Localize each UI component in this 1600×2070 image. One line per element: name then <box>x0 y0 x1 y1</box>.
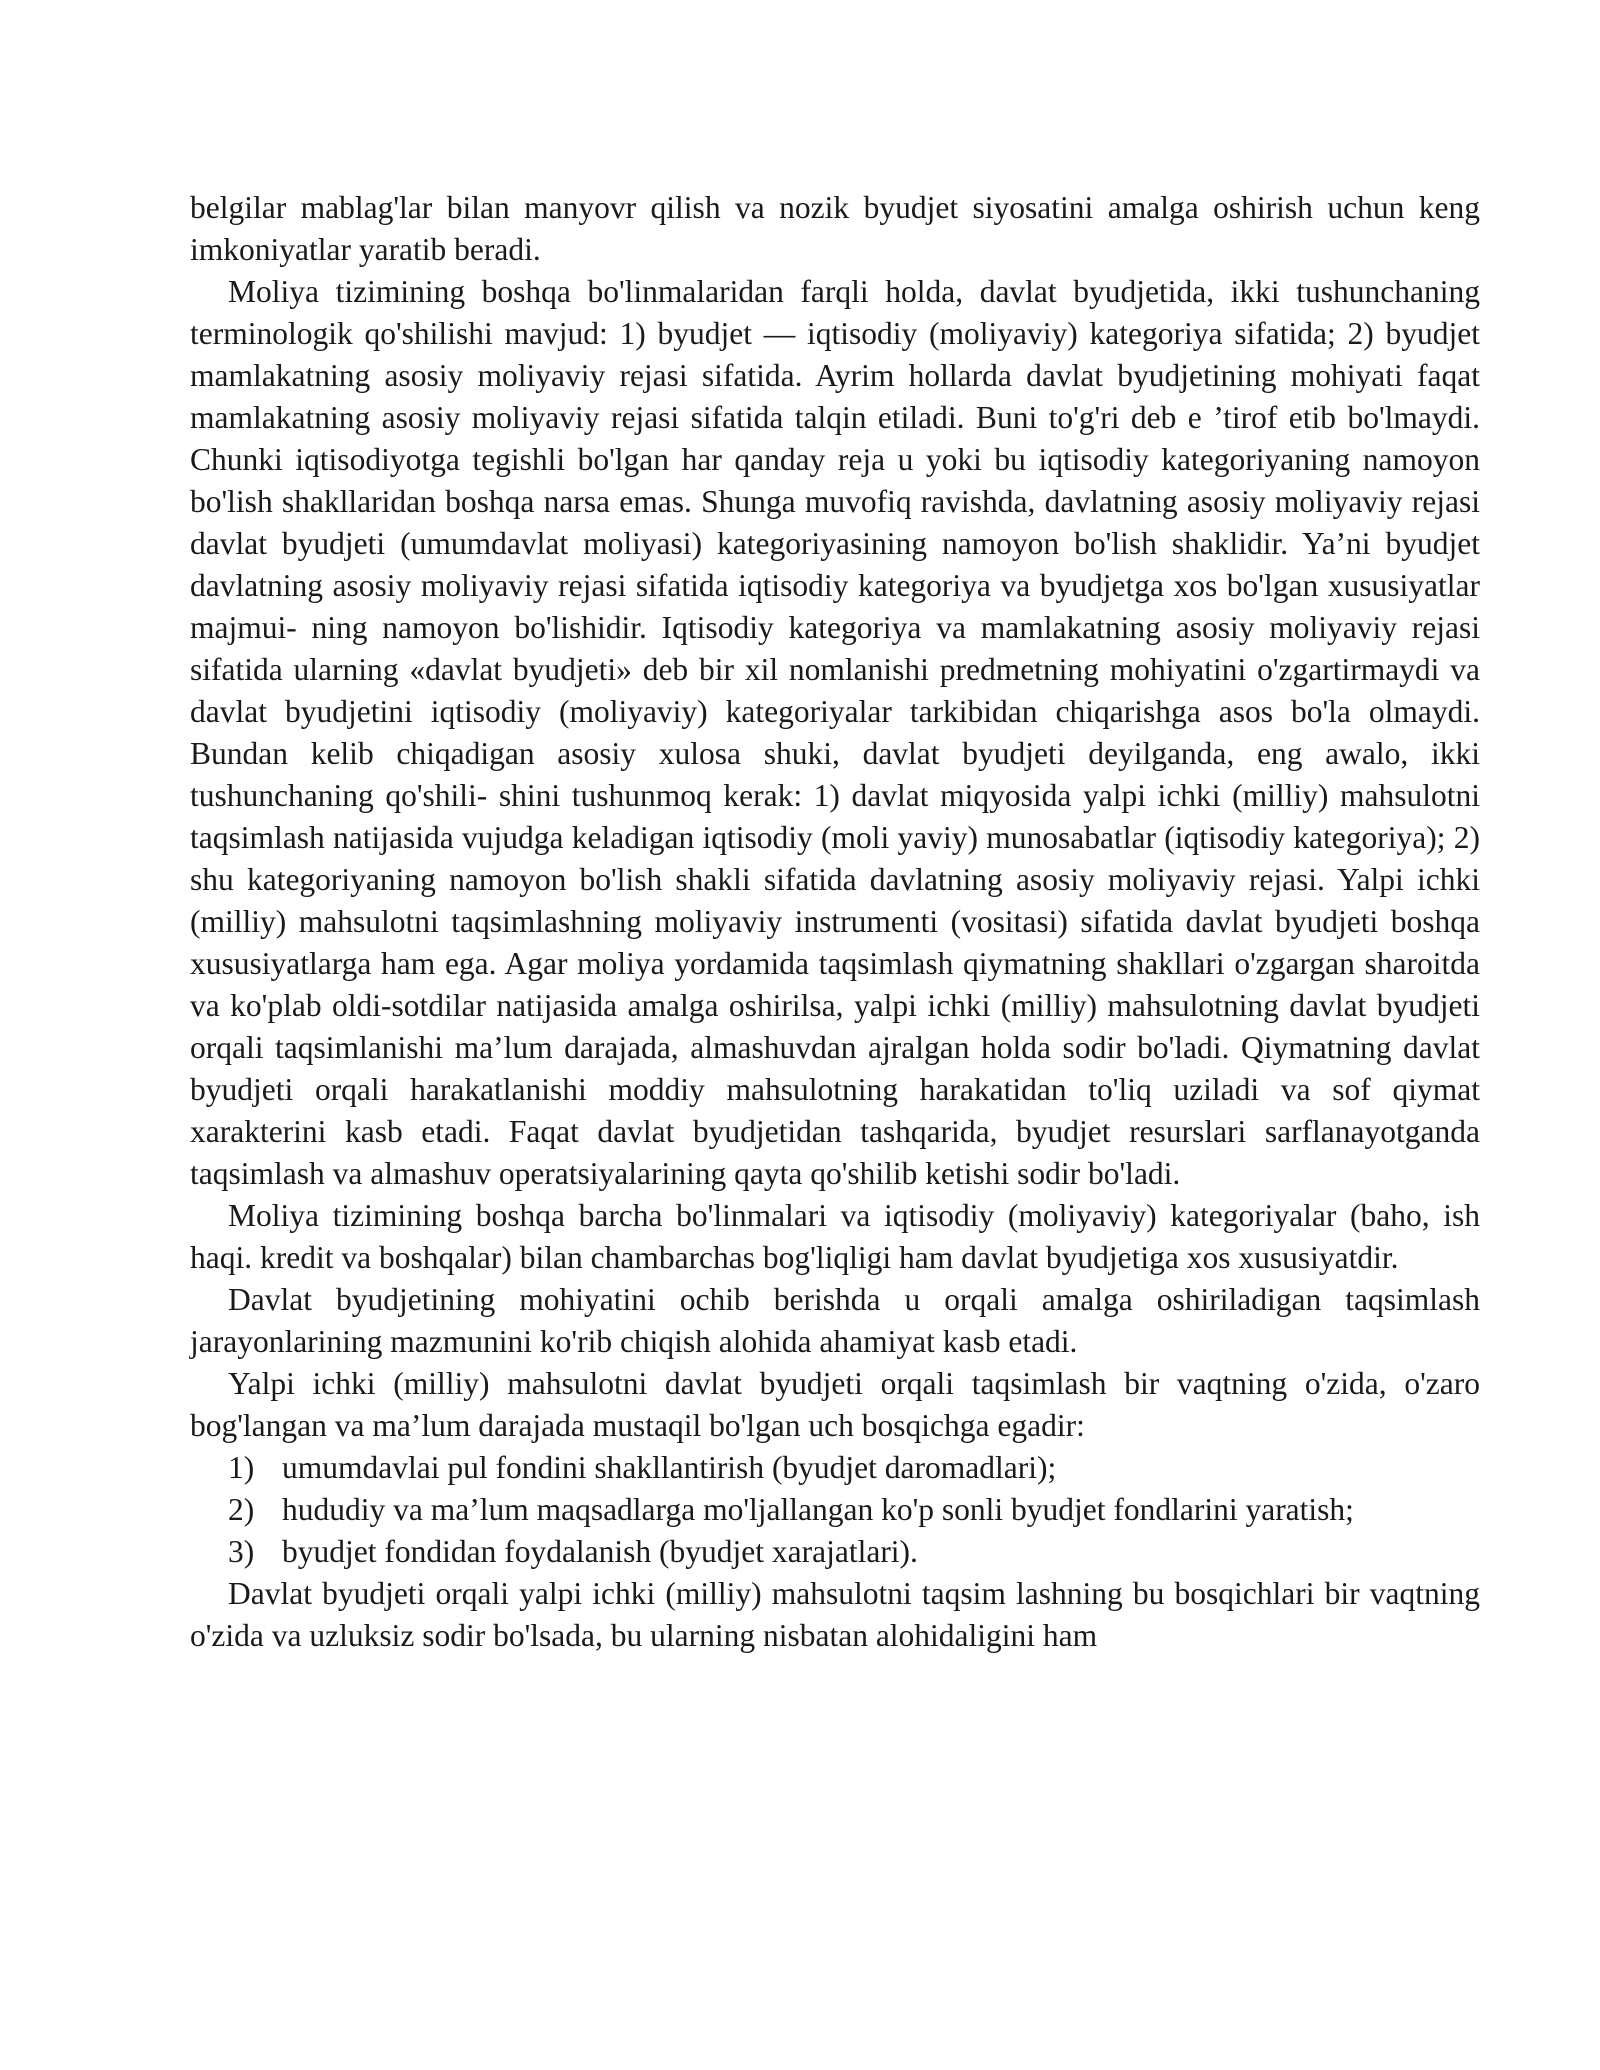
paragraph-distribution-stages: Yalpi ichki (milliy) mahsulotni davlat byudjeti orqali taqsimlash bir vaqtning o'zida, o'zaro bog'langan va ma’lum darajada mustaqil bo'lgan uch bosqichga egadir: <box>190 1366 1480 1443</box>
document-page <box>190 187 1480 1657</box>
list-item <box>190 1489 1480 1531</box>
paragraph-stages-continuity: Davlat byudjeti orqali yalpi ichki (milliy) mahsulotni taqsim lashning bu bosqichlari bir vaqtning o'zida va uzluksiz sodir bo'lsada, bu ularning nisbatan alohidaligini ham <box>190 1576 1480 1653</box>
paragraph-budget-essence: Davlat byudjetining mohiyatini ochib berishda u orqali amalga oshiriladigan taqsimlash jarayonlarining mazmunini ko'rib chiqish alohida ahamiyat kasb etadi. <box>190 1282 1480 1359</box>
paragraph-budget-terminology: Moliya tizimining boshqa bo'linmalaridan farqli holda, davlat byudjetida, ikki tushunchaning terminologik qo'shilishi mavjud: 1) byudjet — iqtisodiy (moliyaviy) kategoriya sifatida; 2) byudjet mamlakatning asosiy moliyaviy rejasi sifatida. Ayrim hollarda davlat byudjetining mohiyati faqat mamlakatning asosiy moliyaviy rejasi sifatida talqin etiladi. Buni to'g'ri deb e ’tirof etib bo'lmaydi. Chunki iqtisodiyotga tegishli bo'lgan har qanday reja u yoki bu iqtisodiy kategoriyaning namoyon bo'lish shakllaridan boshqa narsa emas. Shunga muvofiq ravishda, davlatning asosiy moliyaviy rejasi davlat byudjeti (umumdavlat moliyasi) kategoriyasining namoyon bo'lish shaklidir. Ya’ni byudjet davlatning asosiy moliyaviy rejasi sifatida iqtisodiy kategoriya va byudjetga xos bo'lgan xususiyatlar majmui- ning namoyon bo'lishidir. Iqtisodiy kategoriya va mamlakatning asosiy moliyaviy rejasi sifatida ularning «davlat byudjeti» deb bir xil nomlanishi predmetning mohiyatini o'zgartirmaydi va davlat byudjetini iqtisodiy (moliyaviy) kategoriyalar tarkibidan chiqarishga asos bo'la olmaydi. Bundan kelib chiqadigan asosiy xulosa shuki, davlat byudjeti deyilganda, eng awalo, ikki tushunchaning qo'shili- shini tushunmoq kerak: 1) davlat miqyosida yalpi ichki (milliy) mahsulotni taqsimlash natijasida vujudga keladigan iqtisodiy (moli yaviy) munosabatlar (iqtisodiy kategoriya); 2) shu kategoriyaning namoyon bo'lish shakli sifatida davlatning asosiy moliyaviy rejasi. Yalpi ichki (milliy) mahsulotni taqsimlashning moliyaviy instrumenti (vositasi) sifatida davlat byudjeti boshqa xususiyatlarga ham ega. Agar moliya yordamida taqsimlash qiymatning shakllari o'zgargan sharoitda va ko'plab oldi-sotdilar natijasida amalga oshirilsa, yalpi ichki (milliy) mahsulotning davlat byudjeti orqali taqsimlanishi ma’lum darajada, almashuvdan ajralgan holda sodir bo'ladi. Qiymatning davlat byudjeti orqali harakatlanishi moddiy mahsulotning harakatidan to'liq uziladi va sof qiymat xarakterini kasb etadi. Faqat davlat byudjetidan tashqarida, byudjet resurslari sarflanayotganda taqsimlash va almashuv operatsiyalarining qayta qo'shilib ketishi sodir bo'ladi. <box>190 274 1480 1191</box>
paragraph-continued: belgilar mablag'lar bilan manyovr qilish va nozik byudjet siyosatini amalga oshirish uchun keng imkoniyatlar yaratib beradi. <box>190 190 1480 267</box>
list-item-text: byudjet fondidan foydalanish (byudjet xarajatlari). <box>282 1534 918 1569</box>
list-item-number: 3) <box>228 1534 255 1569</box>
list-item-text: hududiy va ma’lum maqsadlarga mo'ljallangan ko'p sonli byudjet fondlarini yaratish; <box>282 1492 1354 1527</box>
list-item-number: 2) <box>228 1492 255 1527</box>
list-item <box>190 1447 1480 1489</box>
list-item-number: 1) <box>228 1450 255 1485</box>
list-item-text: umumdavlai pul fondini shakllantirish (byudjet daromadlari); <box>282 1450 1057 1485</box>
list-item <box>190 1531 1480 1573</box>
paragraph-budget-features: Moliya tizimining boshqa barcha bo'linmalari va iqtisodiy (moliyaviy) kategoriyalar (baho, ish haqi. kredit va boshqalar) bilan chambarchas bog'liqligi ham davlat byudjetiga xos xususiyatdir. <box>190 1198 1480 1275</box>
